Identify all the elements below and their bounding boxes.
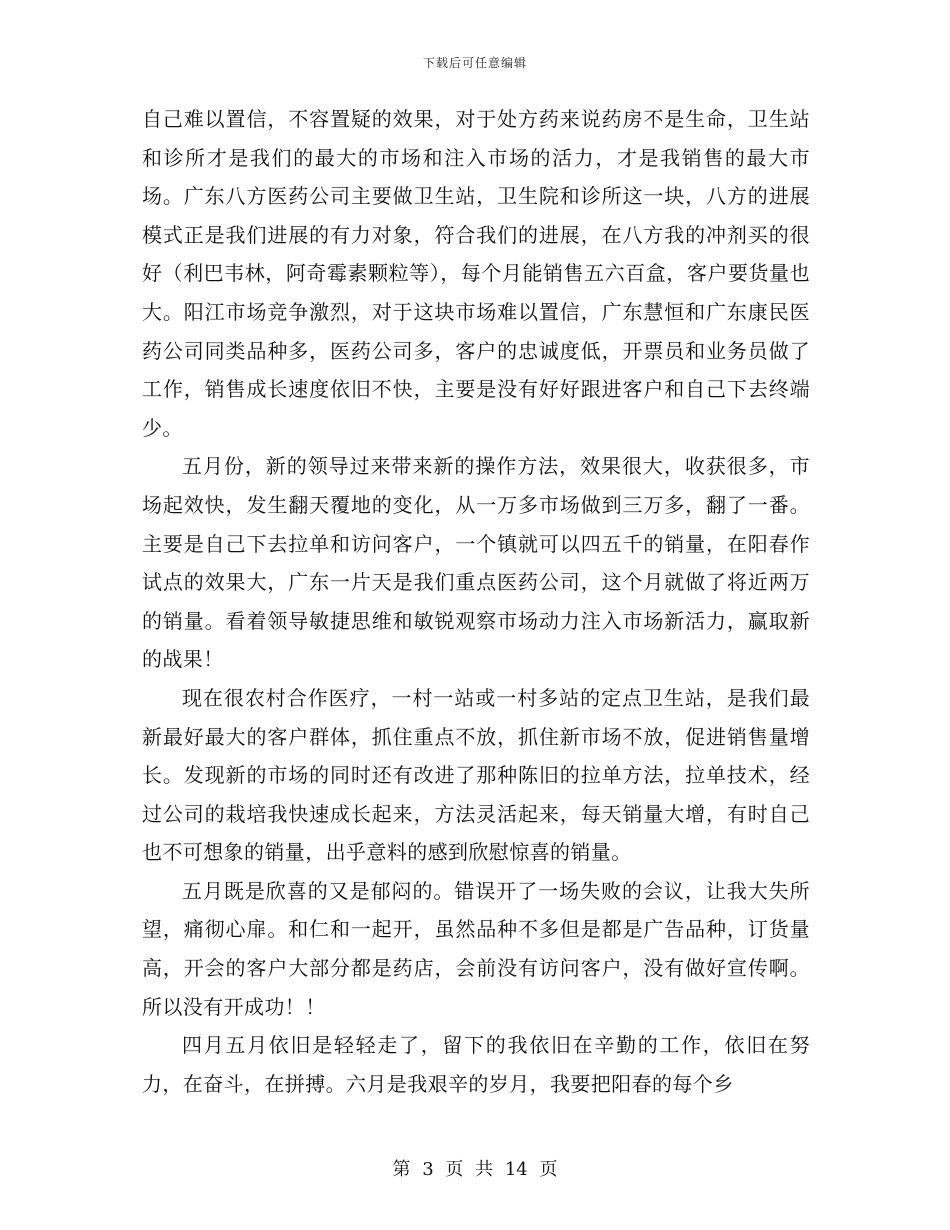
- paragraph-4: 五月既是欣喜的又是郁闷的。错误开了一场失败的会议，让我大失所望，痛彻心扉。和仁和一起开，虽然品种不多但是都是广告品种，订货量高，开会的客户大部分都是药店，会前没有访问客户，没有做好宣传啊。所以没有开成功！！: [142, 878, 810, 1019]
- document-body: [142, 100, 810, 1103]
- paragraph-3: 现在很农村合作医疗，一村一站或一村多站的定点卫生站，是我们最新最好最大的客户群体，抓住重点不放，抓住新市场不放，促进销售量增长。发现新的市场的同时还有改进了那种陈旧的拉单方法，拉单技术，经过公司的栽培我快速成长起来，方法灵活起来，每天销量大增，有时自己也不可想象的销量，出乎意料的感到欣慰惊喜的销量。: [142, 685, 810, 865]
- paragraph-5: 四月五月依旧是轻轻走了，留下的我依旧在辛勤的工作，依旧在努力，在奋斗，在拼搏。六月是我艰辛的岁月，我要把阳春的每个乡: [142, 1033, 810, 1096]
- paragraph-1: 自己难以置信，不容置疑的效果，对于处方药来说药房不是生命，卫生站和诊所才是我们的最大的市场和注入市场的活力，才是我销售的最大市场。广东八方医药公司主要做卫生站，卫生院和诊所这一块，八方的进展模式正是我们进展的有力对象，符合我们的进展，在八方我的冲剂买的很好（利巴韦林，阿奇霉素颗粒等），每个月能销售五六百盒，客户要货量也大。阳江市场竞争激烈，对于这块市场难以置信，广东慧恒和广东康民医药公司同类品种多，医药公司多，客户的忠诚度低，开票员和业务员做了工作，销售成长速度依旧不快，主要是没有好好跟进客户和自己下去终端少。: [142, 107, 810, 440]
- page-number-footer: 第 3 页 共 14 页: [392, 1159, 558, 1180]
- page-header: 下载后可任意编辑: [422, 56, 527, 70]
- paragraph-2: 五月份，新的领导过来带来新的操作方法，效果很大，收获很多，市场起效快，发生翻天覆地的变化，从一万多市场做到三万多，翻了一番。主要是自己下去拉单和访问客户，一个镇就可以四五千的销量，在阳春作试点的效果大，广东一片天是我们重点医药公司，这个月就做了将近两万的销量。看着领导敏捷思维和敏锐观察市场动力注入市场新活力，赢取新的战果！: [142, 454, 810, 672]
